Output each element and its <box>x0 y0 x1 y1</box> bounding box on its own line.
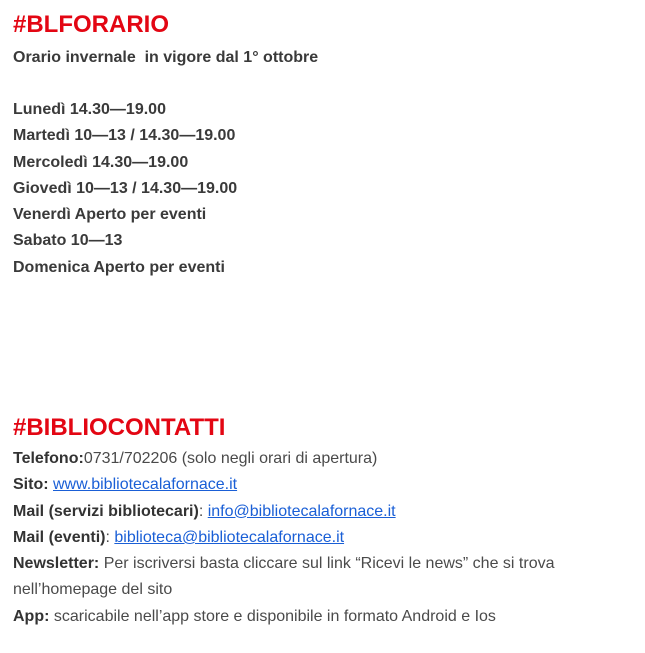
orario-subtitle: Orario invernale in vigore dal 1° ottobre <box>13 49 319 66</box>
hours-item-lunedi: Lunedì 14.30—19.00 <box>13 101 166 118</box>
telefono-value: 0731/702206 (solo negli orari di apertura) <box>83 450 378 467</box>
hours-item-mercoledi: Mercoledì 14.30—19.00 <box>13 153 189 171</box>
newsletter-label: Newsletter: <box>13 555 100 573</box>
mail-eventi-label: Mail (eventi) <box>13 528 106 546</box>
hours-item-giovedi: Giovedì 10—13 / 14.30—19.00 <box>13 179 238 197</box>
mail-eventi-link[interactable]: biblioteca@bibliotecalafornace.it <box>114 528 345 546</box>
hours-list <box>13 97 635 281</box>
contatti-heading: #BIBLIOCONTATTI <box>13 414 226 441</box>
app-value: scaricabile nell’app store e disponibile in formato Android e Ios <box>49 607 496 625</box>
orario-section <box>13 10 635 281</box>
mail-servizi-link[interactable]: info@bibliotecalafornace.it <box>207 502 396 520</box>
contact-app <box>13 604 635 630</box>
contact-sito <box>13 472 635 498</box>
app-label: App: <box>13 607 50 625</box>
contact-telefono <box>13 446 635 472</box>
orario-heading: #BLFORARIO <box>13 11 169 38</box>
mail-servizi-separator: : <box>198 502 208 520</box>
contatti-section <box>13 413 635 630</box>
telefono-label: Telefono: <box>13 450 84 467</box>
sito-link[interactable]: www.bibliotecalafornace.it <box>53 476 238 494</box>
newsletter-value: Per iscriversi basta cliccare sul link “Ricevi le news” che si trova nell’homepage del sito <box>13 555 555 599</box>
hours-item-sabato: Sabato 10—13 <box>13 232 123 250</box>
contact-mail-eventi <box>13 525 635 551</box>
mail-eventi-separator: : <box>105 528 115 546</box>
contact-mail-servizi <box>13 499 635 525</box>
contact-newsletter <box>13 551 635 604</box>
sito-label: Sito: <box>13 476 49 494</box>
mail-servizi-label: Mail (servizi bibliotecari) <box>13 502 199 520</box>
hours-item-venerdi: Venerdì Aperto per eventi <box>13 206 207 224</box>
hours-item-domenica: Domenica Aperto per eventi <box>13 258 225 276</box>
hours-item-martedi: Martedì 10—13 / 14.30—19.00 <box>13 127 236 145</box>
contacts-list <box>13 446 635 630</box>
